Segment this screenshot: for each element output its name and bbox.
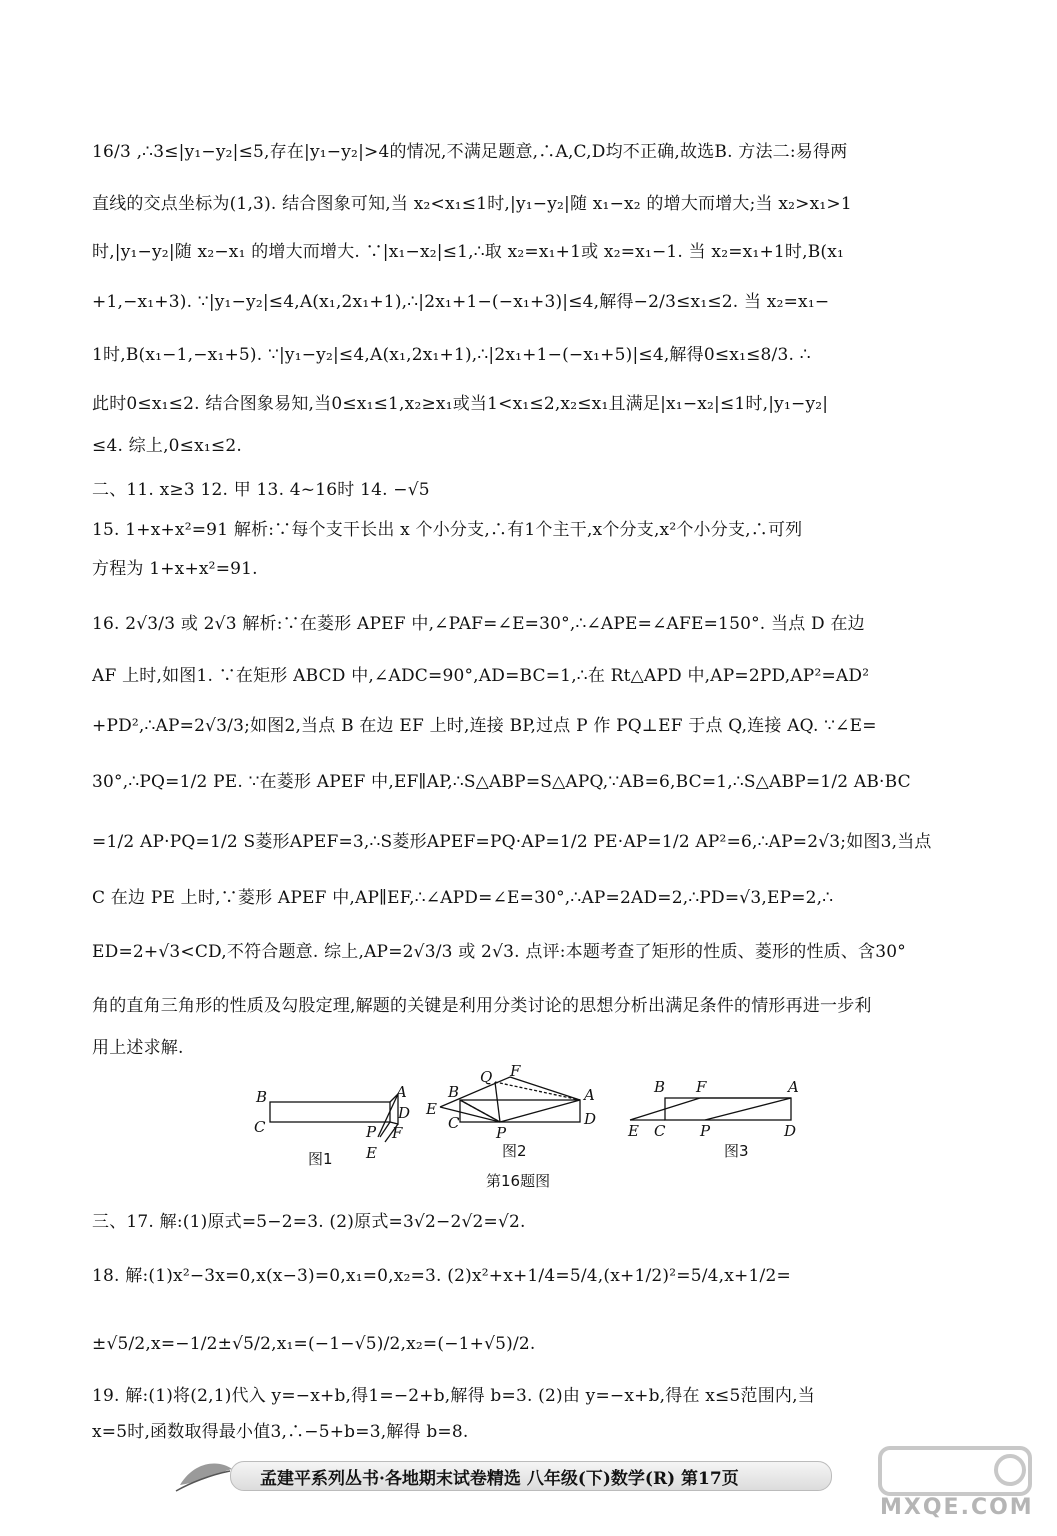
fig2-label: A [584, 1086, 595, 1104]
fig1-label: P [366, 1123, 377, 1141]
fig3-label: C [654, 1122, 666, 1140]
figure-1 [270, 1094, 398, 1142]
page-footer [170, 1455, 860, 1495]
figure-svg [240, 1062, 820, 1212]
fig1-label: D [398, 1104, 411, 1122]
footer-text: 孟建平系列丛书·各地期末试卷精选 八年级(下)数学(R) 第17页 [260, 1469, 739, 1489]
fig2-label: F [510, 1062, 521, 1080]
fig1-caption: 图1 [308, 1150, 333, 1168]
text-line: 方程为 1+x+x²=91. [92, 559, 258, 579]
text-line: 用上述求解. [92, 1038, 184, 1058]
text-line: 30°,∴PQ=1/2 PE. ∵在菱形 APEF 中,EF∥AP,∴S△ABP=S△APQ,∵AB=6,BC=1,∴S△ABP=1/2 AB·BC [92, 772, 911, 792]
figure-16 [240, 1062, 820, 1212]
text-line: 二、11. x≥3 12. 甲 13. 4~16时 14. −√5 [92, 480, 430, 500]
fig1-label: A [396, 1083, 407, 1101]
fig3-label: P [700, 1122, 711, 1140]
fig1-label: F [392, 1124, 403, 1142]
text-line: 时,|y₁−y₂|随 x₂−x₁ 的增大而增大. ∵|x₁−x₂|≤1,∴取 x₂=x₁+1或 x₂=x₁−1. 当 x₂=x₁+1时,B(x₁ [92, 242, 845, 262]
fig3-caption: 图3 [724, 1142, 749, 1160]
fig2-caption: 图2 [502, 1142, 527, 1160]
fig2-label: Q [480, 1068, 493, 1086]
fig3-label: B [654, 1078, 666, 1096]
fig2-label: B [448, 1083, 460, 1101]
fig3-label: A [788, 1078, 799, 1096]
text-line: 三、17. 解:(1)原式=5−2=3. (2)原式=3√2−2√2=√2. [92, 1212, 526, 1232]
text-line: +1,−x₁+3). ∵|y₁−y₂|≤4,A(x₁,2x₁+1),∴|2x₁+1−(−x₁+3)|≤4,解得−2/3≤x₁≤2. 当 x₂=x₁− [92, 292, 830, 312]
figure-2 [440, 1077, 580, 1122]
fig1-label: E [366, 1144, 377, 1162]
text-line: C 在边 PE 上时,∵菱形 APEF 中,AP∥EF,∴∠APD=∠E=30°,∴AP=2AD=2,∴PD=√3,EP=2,∴ [92, 888, 834, 908]
fig3-label: D [784, 1122, 797, 1140]
text-line: 1时,B(x₁−1,−x₁+5). ∵|y₁−y₂|≤4,A(x₁,2x₁+1),∴|2x₁+1−(−x₁+5)|≤4,解得0≤x₁≤8/3. ∴ [92, 345, 811, 365]
fig2-label: C [448, 1114, 460, 1132]
text-line: 16/3 ,∴3≤|y₁−y₂|≤5,存在|y₁−y₂|>4的情况,不满足题意,∴A,C,D均不正确,故选B. 方法二:易得两 [92, 142, 848, 162]
figure-3 [630, 1098, 791, 1120]
text-line: x=5时,函数取得最小值3,∴−5+b=3,解得 b=8. [92, 1422, 469, 1442]
text-line: =1/2 AP·PQ=1/2 S菱形APEF=3,∴S菱形APEF=PQ·AP=1/2 PE·AP=1/2 AP²=6,∴AP=2√3;如图3,当点 [92, 832, 932, 852]
watermark-text: MXQE.COM [880, 1495, 1034, 1520]
text-line: 角的直角三角形的性质及勾股定理,解题的关键是利用分类讨论的思想分析出满足条件的情形再进一步利 [92, 996, 872, 1016]
fig2-label: E [426, 1100, 437, 1118]
text-line: 此时0≤x₁≤2. 结合图象易知,当0≤x₁≤1,x₂≥x₁或当1<x₁≤2,x₂≤x₁且满足|x₁−x₂|≤1时,|y₁−y₂| [92, 394, 829, 414]
figure-title: 第16题图 [486, 1172, 551, 1190]
text-line: ±√5/2,x=−1/2±√5/2,x₁=(−1−√5)/2,x₂=(−1+√5)/2. [92, 1334, 536, 1354]
text-line: ≤4. 综上,0≤x₁≤2. [92, 436, 242, 456]
text-line: 15. 1+x+x²=91 解析:∵每个支干长出 x 个小分支,∴有1个主干,x个分支,x²个小分支,∴可列 [92, 520, 803, 540]
fig3-label: F [696, 1078, 707, 1096]
text-line: 18. 解:(1)x²−3x=0,x(x−3)=0,x₁=0,x₂=3. (2)x²+x+1/4=5/4,(x+1/2)²=5/4,x+1/2= [92, 1266, 791, 1286]
text-line: ED=2+√3<CD,不符合题意. 综上,AP=2√3/3 或 2√3. 点评:本题考查了矩形的性质、菱形的性质、含30° [92, 942, 906, 962]
text-line: 直线的交点坐标为(1,3). 结合图象可知,当 x₂<x₁≤1时,|y₁−y₂|随 x₁−x₂ 的增大而增大;当 x₂>x₁>1 [92, 194, 852, 214]
fig2-label: D [584, 1110, 597, 1128]
fig1-label: B [256, 1088, 268, 1106]
fig3-label: E [628, 1122, 639, 1140]
fig2-label: P [496, 1124, 507, 1142]
text-line: 19. 解:(1)将(2,1)代入 y=−x+b,得1=−2+b,解得 b=3. (2)由 y=−x+b,得在 x≤5范围内,当 [92, 1386, 815, 1406]
text-line: 16. 2√3/3 或 2√3 解析:∵在菱形 APEF 中,∠PAF=∠E=30°,∴∠APE=∠AFE=150°. 当点 D 在边 [92, 614, 865, 634]
text-line: +PD²,∴AP=2√3/3;如图2,当点 B 在边 EF 上时,连接 BP,过点 P 作 PQ⊥EF 于点 Q,连接 AQ. ∵∠E= [92, 716, 877, 736]
text-line: AF 上时,如图1. ∵在矩形 ABCD 中,∠ADC=90°,AD=BC=1,∴在 Rt△APD 中,AP=2PD,AP²=AD² [92, 666, 870, 686]
fig1-label: C [254, 1118, 266, 1136]
